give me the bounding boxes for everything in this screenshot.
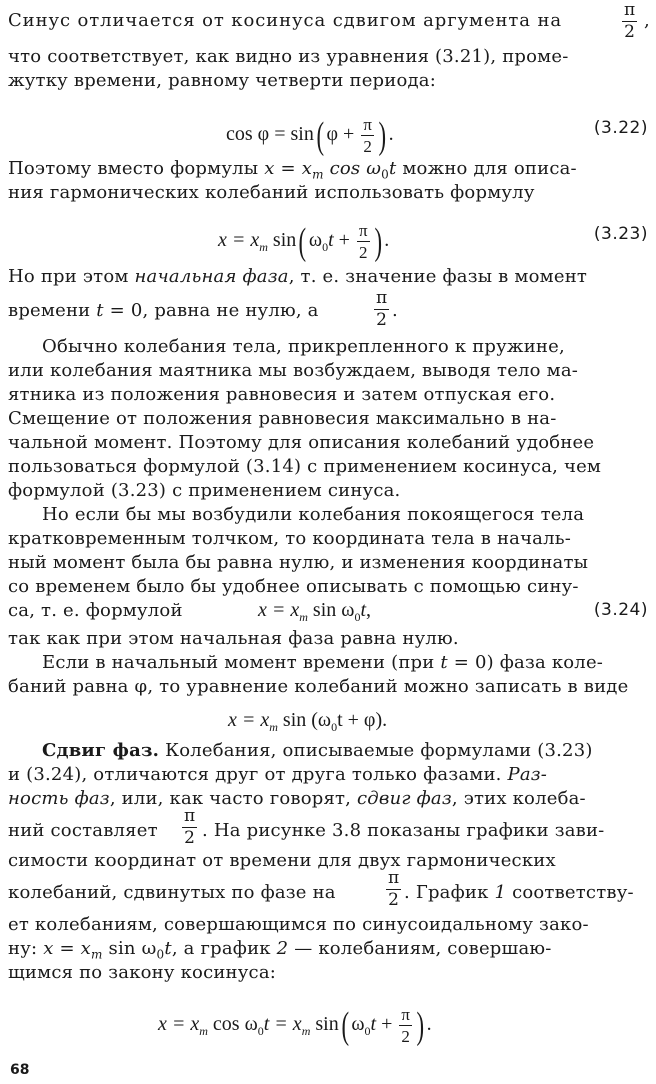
text-line: Но при этом начальная фаза, т. е. значение фазы в момент bbox=[8, 266, 588, 287]
text-line: кратковременным толчком, то координата тела в началь- bbox=[8, 528, 572, 549]
text-line: со временем было бы удобнее описывать с помощью сину- bbox=[8, 576, 579, 597]
page-number: 68 bbox=[10, 1062, 30, 1078]
text-line: баний равна φ, то уравнение колебаний можно записать в виде bbox=[8, 676, 629, 697]
text-line: ный момент была бы равна нулю, и изменения координаты bbox=[8, 552, 589, 573]
text-line: пользоваться формулой (3.14) с применением косинуса, чем bbox=[8, 456, 602, 477]
text-line: чальной момент. Поэтому для описания колебаний удобнее bbox=[8, 432, 595, 453]
text-line: Смещение от положения равновесия максимально в на- bbox=[8, 408, 557, 429]
text-line: са, т. е. формулой bbox=[8, 600, 183, 621]
text-line: ния гармонических колебаний использовать формулу bbox=[8, 182, 535, 203]
text-line: ет колебаниям, совершающимся по синусоидальному зако- bbox=[8, 914, 589, 935]
equation-cos-sin: $x = x_m$ $\cos \omega_0t = x_m$ sin( $\omega_0t$ + $\frac{\pi}{2}$ ) . bbox=[158, 1004, 432, 1047]
text-line: Но если бы мы возбудили колебания покоящегося тела bbox=[42, 504, 585, 525]
text-line: или колебания маятника мы возбуждаем, выводя тело ма- bbox=[8, 360, 579, 381]
equation-3-24: $x = x_m$ $\sin \omega_0t$, (3.24) bbox=[258, 599, 648, 624]
text-line: и (3.24), отличаются друг от друга только фазами. Раз- bbox=[8, 764, 548, 785]
equation-3-23: $x = x_m$ sin( $\omega_0t$ + $\frac{\pi}{2}$ ) . (3.23) bbox=[218, 220, 648, 263]
section-heading: Сдвиг фаз. bbox=[42, 740, 160, 761]
text-line: Если в начальный момент времени (при t = 0) фаза коле- bbox=[42, 652, 604, 673]
text-line: времени t = 0, равна не нулю, а $\frac{\pi}{2}$ . bbox=[8, 288, 398, 330]
text-line: ятника из положения равновесия и затем отпуская его. bbox=[8, 384, 556, 405]
text-line: ний составляет $\frac{\pi}{2}$ . На рисунке 3.8 показаны графики зави- bbox=[8, 806, 605, 848]
text-line: что соответствует, как видно из уравнения (3.21), проме- bbox=[8, 46, 569, 67]
text-line: формулой (3.23) с применением синуса. bbox=[8, 480, 401, 501]
equation-3-22: cos φ = sin( φ + $\frac{\pi}{2}$ ) . (3.22) bbox=[226, 114, 648, 157]
text-line: Синус отличается от косинуса сдвигом аргумента на $\frac{\pi}{2}$ , bbox=[8, 0, 650, 42]
equation-phase: $x = x_m$ $\sin (\omega_0t + \varphi)$. bbox=[228, 709, 388, 734]
text-line: жутку времени, равному четверти периода: bbox=[8, 70, 436, 91]
text-line: симости координат от времени для двух гармонических bbox=[8, 850, 556, 871]
text-line: Сдвиг фаз. Колебания, описываемые формулами (3.23) bbox=[42, 740, 593, 761]
text-line: ну: $x = x_m$ $\sin \omega_0t$, а график 2 — колебаниям, совершаю- bbox=[8, 938, 552, 962]
text-line: Поэтому вместо формулы $x = x_m$ $\cos \omega_0t$ можно для описа- bbox=[8, 158, 577, 182]
text-line: так как при этом начальная фаза равна нулю. bbox=[8, 628, 459, 649]
fraction-pi-over-2: $\frac{\pi}{2}$ bbox=[624, 0, 636, 42]
text-line: ность фаз, или, как часто говорят, сдвиг фаз, этих колеба- bbox=[8, 788, 586, 809]
text-line: колебаний, сдвинутых по фазе на $\frac{\pi}{2}$ . График 1 соответству- bbox=[8, 868, 634, 910]
text-line: Обычно колебания тела, прикрепленного к пружине, bbox=[42, 336, 565, 357]
text-line: щимся по закону косинуса: bbox=[8, 962, 277, 983]
